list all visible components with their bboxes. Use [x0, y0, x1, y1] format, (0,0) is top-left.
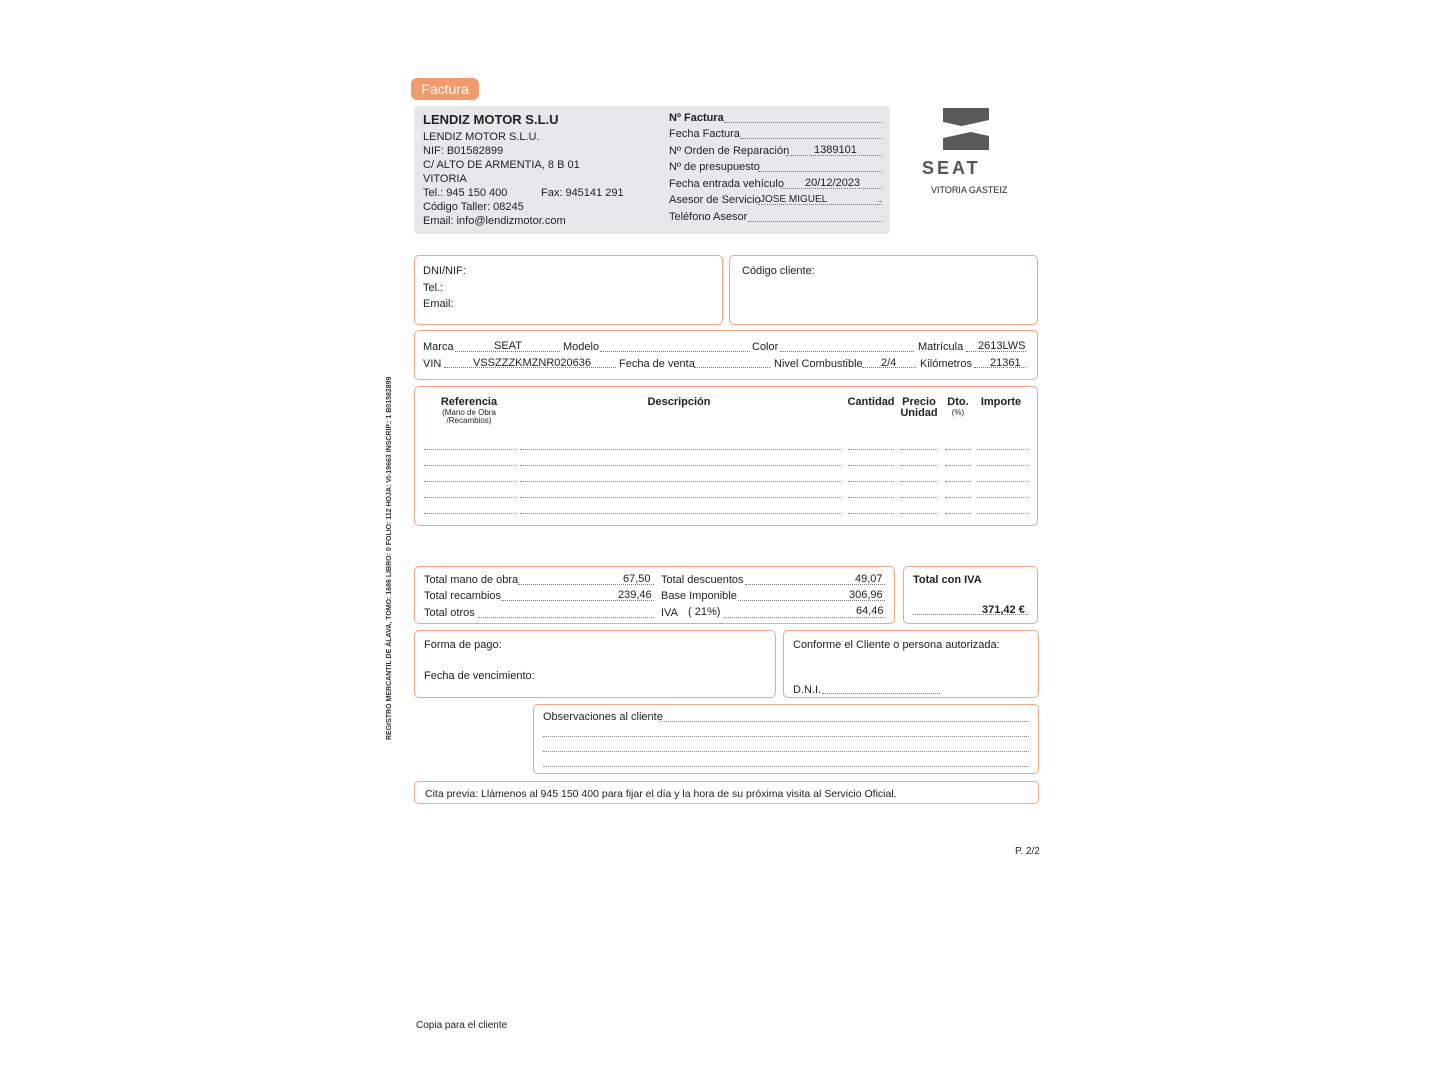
advisor-phone-line	[748, 221, 882, 222]
table-row-line	[424, 465, 516, 466]
advisor-phone-label: Teléfono Asesor	[669, 211, 748, 223]
col-precio: Precio	[902, 396, 936, 408]
brand-name: SEAT	[922, 158, 981, 178]
table-row-line	[945, 465, 971, 466]
brand-location: VITORIA GASTEIZ	[931, 185, 1008, 195]
table-row-line	[945, 481, 971, 482]
table-row-line	[424, 449, 516, 450]
table-row-line	[977, 497, 1028, 498]
company-line: LENDIZ MOTOR S.L.U.	[423, 131, 540, 143]
table-row-line	[424, 481, 516, 482]
vin-label: VIN	[423, 358, 442, 370]
page-number: P. 2/2	[1015, 846, 1040, 857]
observations-line	[660, 721, 1029, 722]
km-value: 21361	[990, 357, 1021, 369]
company-address: C/ ALTO DE ARMENTIA, 8 B 01	[423, 159, 580, 171]
observations-line	[543, 751, 1029, 752]
client-code-label: Código cliente:	[742, 265, 815, 277]
table-row-line	[848, 513, 894, 514]
labor-total-label: Total mano de obra	[424, 574, 519, 586]
invoice-number-label: Nº Factura	[669, 112, 724, 124]
entry-date-label: Fecha entrada vehículo	[669, 178, 784, 190]
vin-value: VSSZZZKMZNR020636	[473, 357, 591, 369]
quote-label: Nº de presupuesto	[669, 161, 760, 173]
company-tel: Tel.: 945 150 400	[423, 187, 508, 199]
taxable-base-label: Base Imponible	[661, 590, 737, 602]
col-precio-unidad: Unidad	[900, 407, 938, 419]
table-row-line	[848, 497, 894, 498]
table-row-line	[977, 481, 1028, 482]
dni-label: DNI/NIF:	[423, 265, 466, 277]
table-row-line	[848, 449, 894, 450]
vat-value: 64,46	[856, 605, 884, 617]
fuel-value: 2/4	[881, 357, 897, 369]
company-fax: Fax: 945141 291	[541, 187, 624, 199]
invoice-tab: Factura	[411, 78, 479, 100]
vehicle-box	[414, 330, 1038, 380]
quote-line	[758, 171, 882, 172]
observations-line	[543, 736, 1029, 737]
seat-logo-icon	[939, 106, 993, 152]
model-label: Modelo	[563, 341, 600, 353]
client-tel-label: Tel.:	[423, 282, 444, 294]
registry-text: REGISTRO MERCANTIL DE ÁLAVA, TOMO: 1686 LIBRO: 0 FOLIO: 112 HOJA: VI-19663 INSCRIP.: 1 B01582899	[386, 376, 393, 740]
repair-order-label: Nº Orden de Reparación	[669, 145, 790, 157]
taxable-base-value: 306,96	[849, 589, 883, 601]
company-city: VITORIA	[423, 173, 467, 185]
fuel-label: Nivel Combustible	[774, 358, 863, 370]
table-row-line	[945, 497, 971, 498]
invoice-date-label: Fecha Factura	[669, 128, 740, 140]
copy-note: Copia para el cliente	[416, 1020, 508, 1031]
table-row-line	[520, 497, 842, 498]
company-email: Email: info@lendizmotor.com	[423, 215, 566, 227]
table-row-line	[977, 449, 1028, 450]
consent-label: Conforme el Cliente o persona autorizada:	[793, 639, 1000, 651]
company-title: LENDIZ MOTOR S.L.U	[423, 112, 559, 127]
table-row-line	[424, 513, 516, 514]
appointment-text: Cita previa: Llámenos al 945 150 400 para fijar el día y la hora de su próxima visita al Servicio Oficial.	[425, 788, 897, 800]
vat-label: IVA	[661, 607, 678, 619]
color-line	[780, 351, 914, 352]
advisor-extra: ..	[877, 194, 883, 204]
table-row-line	[520, 465, 842, 466]
col-referencia-sub2: /Recambios)	[446, 416, 492, 425]
table-row-line	[977, 513, 1028, 514]
sale-date-label: Fecha de venta	[619, 358, 695, 370]
payment-method-label: Forma de pago:	[424, 639, 502, 651]
grand-total-label: Total con IVA	[913, 574, 982, 586]
table-row-line	[848, 465, 894, 466]
col-descripcion: Descripción	[647, 396, 711, 408]
col-referencia-sub1: (Mano de Obra	[442, 408, 496, 417]
parts-total-value: 239,46	[618, 589, 652, 601]
table-row-line	[900, 449, 938, 450]
vat-rate: ( 21%)	[688, 606, 721, 618]
make-value: SEAT	[494, 340, 522, 352]
due-date-label: Fecha de vencimiento:	[424, 670, 535, 682]
client-email-label: Email:	[423, 298, 454, 310]
signature-dni-line	[822, 693, 940, 694]
other-total-line	[477, 617, 654, 618]
entry-date-value: 20/12/2023	[805, 177, 861, 189]
advisor-label: Asesor de Servicio	[669, 194, 761, 206]
signature-dni-label: D.N.I.	[793, 684, 822, 696]
table-row-line	[848, 481, 894, 482]
table-row-line	[520, 481, 842, 482]
sale-date-line	[694, 367, 770, 368]
plate-value: 2613LWS	[978, 340, 1026, 352]
company-nif: NIF: B01582899	[423, 145, 504, 157]
observations-label: Observaciones al cliente	[543, 711, 663, 723]
col-cantidad: Cantidad	[847, 396, 895, 408]
observations-line	[543, 766, 1029, 767]
table-row-line	[520, 449, 842, 450]
table-row-line	[900, 497, 938, 498]
table-row-line	[977, 465, 1028, 466]
color-label: Color	[752, 341, 779, 353]
col-dto-pct: (%)	[951, 408, 965, 417]
grand-total-value: 371,42 €	[982, 604, 1025, 616]
col-referencia: Referencia	[440, 396, 498, 408]
table-row-line	[945, 449, 971, 450]
table-row-line	[900, 513, 938, 514]
table-row-line	[520, 513, 842, 514]
col-importe: Importe	[980, 396, 1022, 408]
discounts-value: 49,07	[855, 573, 883, 585]
parts-total-label: Total recambios	[424, 590, 502, 602]
make-label: Marca	[423, 341, 454, 353]
km-label: Kilómetros	[920, 358, 972, 370]
workshop-code: Código Taller: 08245	[423, 201, 524, 213]
advisor-value: JOSE MIGUEL	[760, 194, 828, 205]
plate-label: Matrícula	[918, 341, 964, 353]
table-row-line	[424, 497, 516, 498]
invoice-number-line	[724, 122, 882, 123]
labor-total-value: 67,50	[623, 573, 651, 585]
model-line	[600, 351, 750, 352]
table-row-line	[945, 513, 971, 514]
invoice-date-line	[740, 138, 882, 139]
col-dto: Dto.	[947, 396, 969, 408]
table-row-line	[900, 465, 938, 466]
repair-order-value: 1389101	[814, 144, 857, 156]
table-row-line	[900, 481, 938, 482]
discounts-label: Total descuentos	[661, 574, 744, 586]
other-total-label: Total otros	[424, 607, 475, 619]
vat-line	[724, 617, 885, 618]
